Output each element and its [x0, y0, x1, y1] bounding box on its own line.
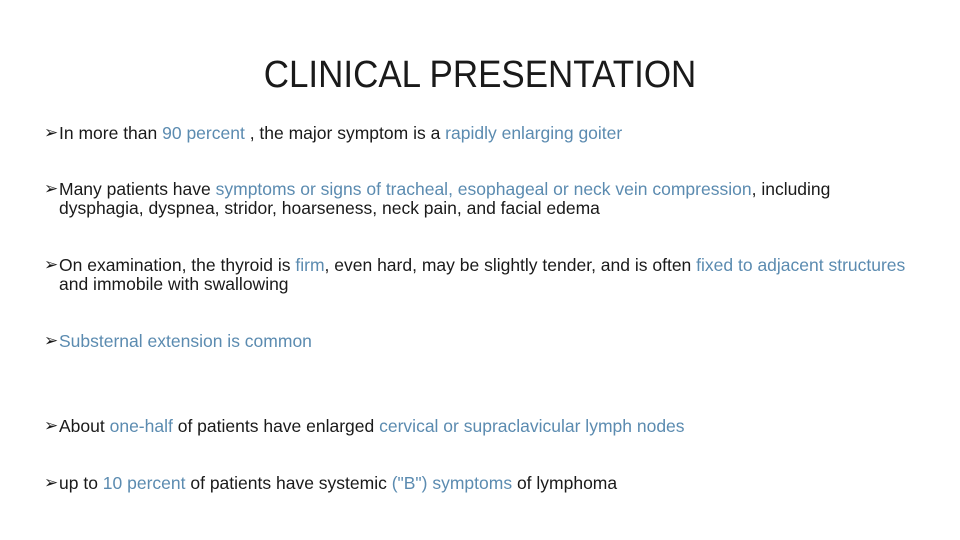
bullet-text-highlight: fixed to adjacent structures — [696, 255, 906, 275]
bullet-text — [44, 256, 914, 294]
bullet-text-highlight: ("B") symptoms — [391, 473, 513, 493]
bullet-text-segment: About — [59, 416, 110, 436]
arrowhead-bullet-icon: ➢ — [44, 473, 59, 493]
bullet-text-segment: , including dysphagia, dyspnea, stridor, hoarseness, neck pain, and facial edema — [59, 179, 831, 218]
bullet-text-segment: of lymphoma — [512, 473, 618, 493]
arrowhead-bullet-icon: ➢ — [44, 255, 59, 275]
bullet-text — [44, 180, 914, 218]
bullet-text-segment: of patients have systemic — [185, 473, 392, 493]
arrowhead-bullet-icon: ➢ — [44, 123, 59, 143]
bullet-text — [44, 474, 914, 493]
bullet-text-segment: , even hard, may be slightly tender, and is often — [324, 255, 697, 275]
bullet-item — [44, 332, 914, 351]
bullet-text-highlight: rapidly enlarging goiter — [445, 123, 623, 143]
bullet-item — [44, 256, 914, 294]
bullet-text-highlight: symptoms or signs of tracheal, esophageal or neck vein compression — [215, 179, 752, 199]
bullet-text-segment: up to — [59, 473, 103, 493]
bullet-text — [44, 124, 914, 143]
bullet-text-highlight: firm — [295, 255, 325, 275]
bullet-text-highlight: 90 percent — [162, 123, 245, 143]
slide-title: CLINICAL PRESENTATION — [263, 54, 697, 96]
bullet-text-segment: On examination, the thyroid is — [59, 255, 296, 275]
bullet-text-highlight: 10 percent — [102, 473, 186, 493]
bullet-text — [44, 417, 914, 436]
bullet-item — [44, 417, 914, 436]
bullet-item — [44, 474, 914, 493]
bullet-text-highlight: cervical or supraclavicular lymph nodes — [379, 416, 685, 436]
bullet-text-segment: and immobile with swallowing — [59, 274, 289, 294]
arrowhead-bullet-icon: ➢ — [44, 179, 59, 199]
bullet-text-highlight: one-half — [109, 416, 173, 436]
bullet-text-segment: Many patients have — [59, 179, 216, 199]
bullet-item — [44, 180, 914, 218]
arrowhead-bullet-icon: ➢ — [44, 331, 59, 351]
bullet-text-segment: , the major symptom is a — [244, 123, 446, 143]
bullet-text-segment: In more than — [59, 123, 163, 143]
arrowhead-bullet-icon: ➢ — [44, 416, 59, 436]
bullet-text-segment: of patients have enlarged — [172, 416, 380, 436]
bullet-text-highlight: Substernal extension is common — [59, 331, 312, 351]
bullet-item — [44, 124, 914, 143]
bullet-text — [44, 332, 914, 351]
